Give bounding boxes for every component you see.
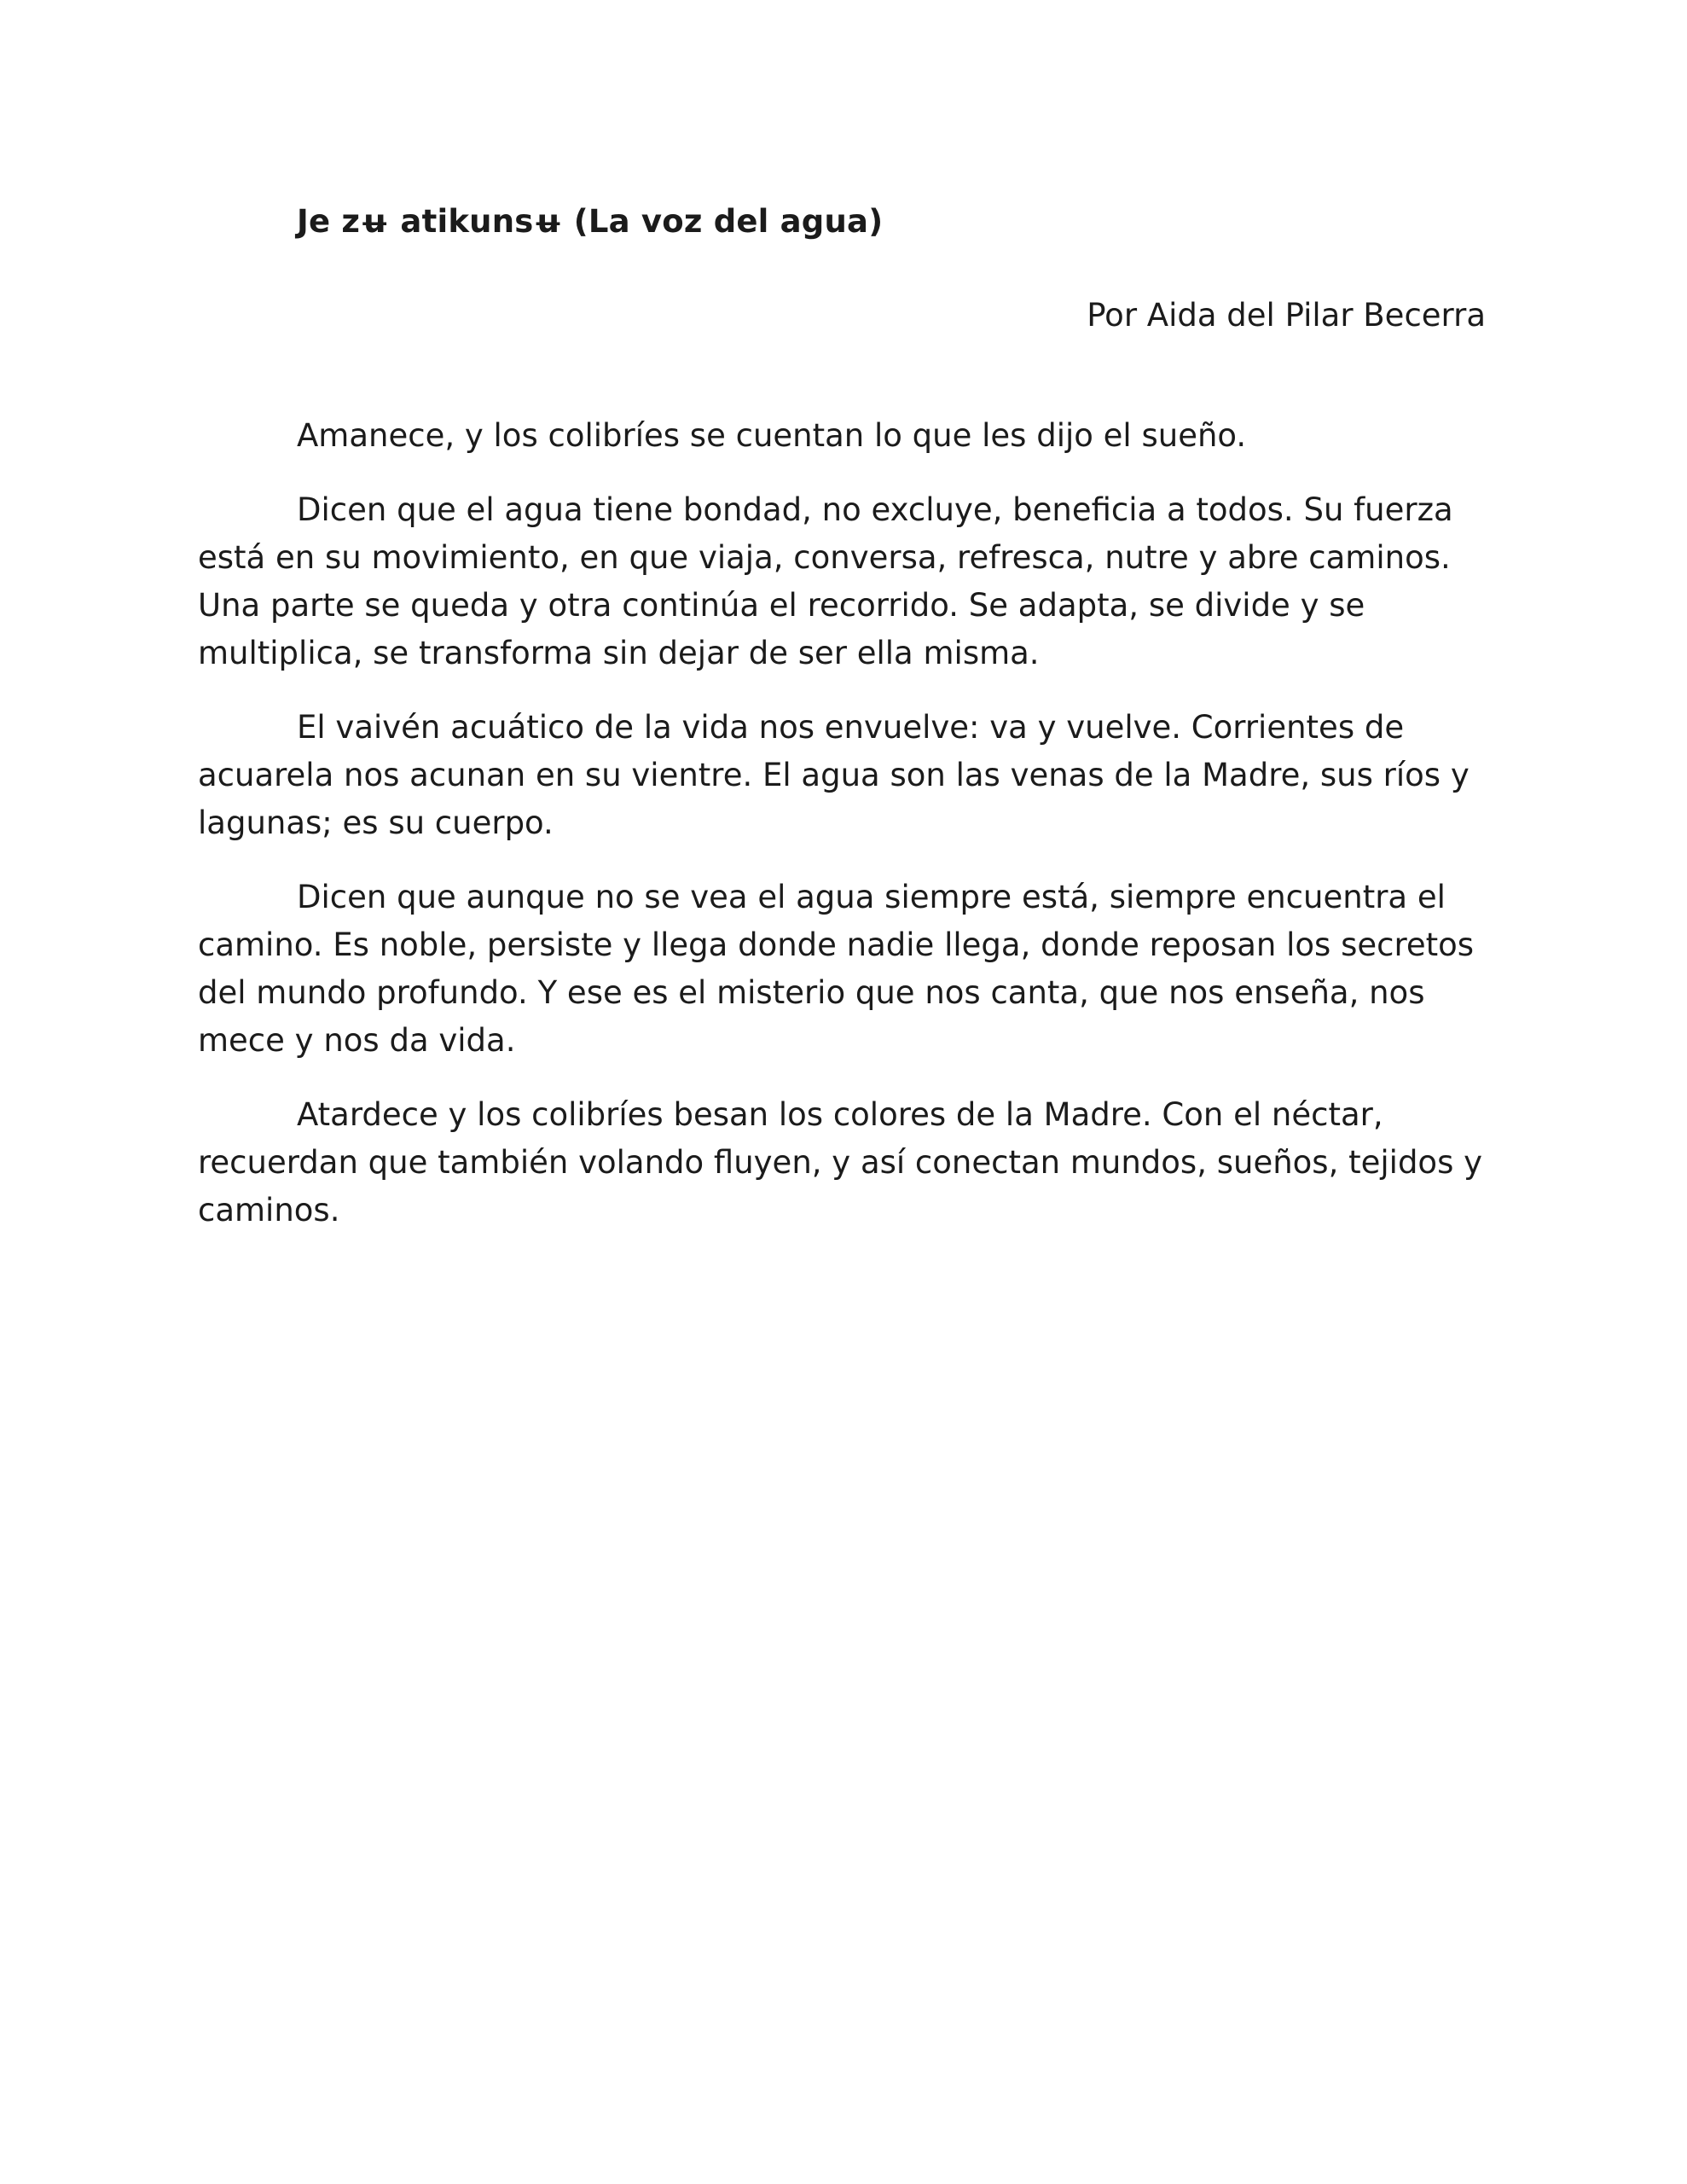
paragraph-4: Dicen que aunque no se vea el agua siempre está, siempre encuentra el camino. Es noble, persiste y llega donde nadie llega, donde reposan los secretos del mundo profundo. Y ese es el misterio que nos canta, que nos enseña, nos mece y nos da vida. <box>198 879 1475 1059</box>
paragraph-3: El vaivén acuático de la vida nos envuelve: va y vuelve. Corrientes de acuarela nos acunan en su vientre. El agua son las venas de la Madre, sus ríos y lagunas; es su cuerpo. <box>198 709 1470 841</box>
paragraph-5: Atardece y los colibríes besan los colores de la Madre. Con el néctar, recuerdan que también volando fluyen, y así conectan mundos, sueños, tejidos y caminos. <box>198 1096 1482 1228</box>
paragraph-1: Amanece, y los colibríes se cuentan lo que les dijo el sueño. <box>297 417 1247 454</box>
document-author: Por Aida del Pilar Becerra <box>1087 297 1486 334</box>
document-title: Je zʉ atikunsʉ (La voz del agua) <box>297 203 884 240</box>
document-body <box>198 412 1494 1261</box>
paragraph-2: Dicen que el agua tiene bondad, no excluye, beneficia a todos. Su fuerza está en su movimiento, en que viaja, conversa, refresca, nutre y abre caminos. Una parte se queda y otra continúa el recorrido. Se adapta, se divide y se multiplica, se transforma sin dejar de ser ella misma. <box>198 491 1453 671</box>
